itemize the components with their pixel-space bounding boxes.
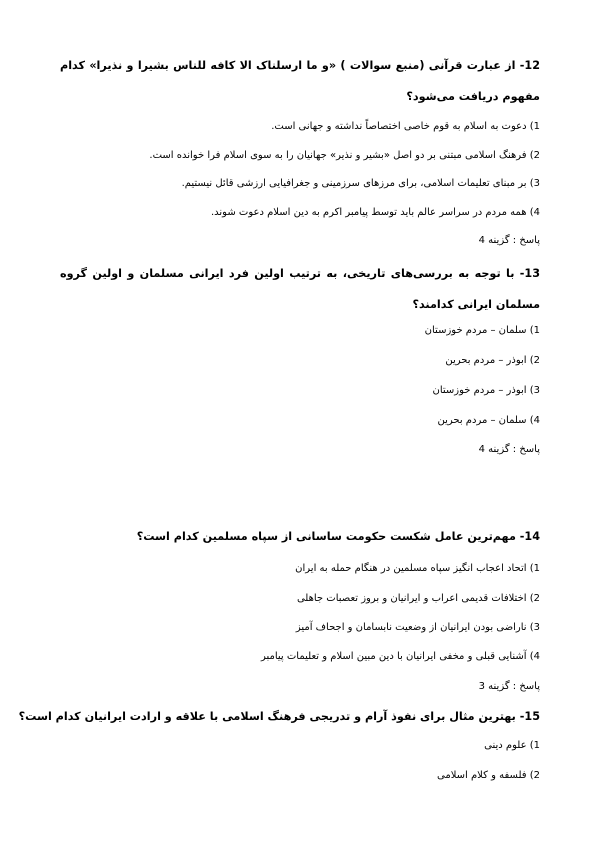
question-13-option-4: 4) سلمان – مردم بحرین	[437, 415, 540, 426]
question-13-option-3: 3) ابوذر – مردم خوزستان	[432, 385, 540, 396]
question-12-option-3: 3) بر مبنای تعلیمات اسلامی، برای مرزهای سرزمینی و جغرافیایی ارزشی قائل نیستیم.	[181, 178, 540, 189]
question-13-option-1: 1) سلمان – مردم خوزستان	[424, 325, 540, 336]
question-14-title: 14- مهم‌ترین عامل شکست حکومت ساسانی از سپاه مسلمین کدام است؟	[136, 530, 540, 543]
question-13-option-2: 2) ابوذر – مردم بحرین	[445, 355, 540, 366]
question-12-option-1: 1) دعوت به اسلام به قوم خاصی اختصاصاً نداشته و جهانی است.	[271, 121, 540, 132]
question-15-option-1: 1) علوم دینی	[484, 740, 540, 751]
question-15-option-2: 2) فلسفه و کلام اسلامی	[437, 770, 540, 781]
question-14-option-2: 2) اختلافات قدیمی اعراب و ایرانیان و بروز تعصبات جاهلی	[296, 593, 540, 604]
question-12-option-2: 2) فرهنگ اسلامی مبتنی بر دو اصل «بشیر و نذیر» جهانیان را به سوی اسلام فرا خوانده است.	[149, 150, 540, 161]
question-14-option-4: 4) آشنایی قبلی و مخفی ایرانیان با دین مبین اسلام و تعلیمات پیامبر	[260, 651, 540, 662]
question-13-title: 13- با توجه به بررسی‌های تاریخی، به ترتیب اولین فرد ایرانی مسلمان و اولین گروه مسلمان ایرانی کدامند؟	[60, 267, 540, 311]
question-12-title: 12- از عبارت قرآنی (منبع سوالات ) «و ما ارسلناک الا کافه للناس بشیرا و نذیرا» کدام مفهوم دریافت می‌شود؟	[60, 59, 540, 103]
question-13-answer: پاسخ : گزینه 4	[478, 444, 540, 455]
question-12-answer: پاسخ : گزینه 4	[478, 235, 540, 246]
question-14-option-3: 3) ناراضی بودن ایرانیان از وضعیت نابسامان و اجحاف آمیز	[295, 622, 540, 633]
question-15-title: 15- بهترین مثال برای نفوذ آرام و تدریجی فرهنگ اسلامی با علاقه و ارادت ایرانیان کدام است؟	[18, 710, 540, 723]
question-14-answer: پاسخ : گزینه 3	[478, 681, 540, 692]
question-14-option-1: 1) اتحاد اعجاب انگیز سپاه مسلمین در هنگام حمله به ایران	[295, 563, 540, 574]
question-12-option-4: 4) همه مردم در سراسر عالم باید توسط پیامبر اکرم به دین اسلام دعوت شوند.	[210, 207, 540, 218]
